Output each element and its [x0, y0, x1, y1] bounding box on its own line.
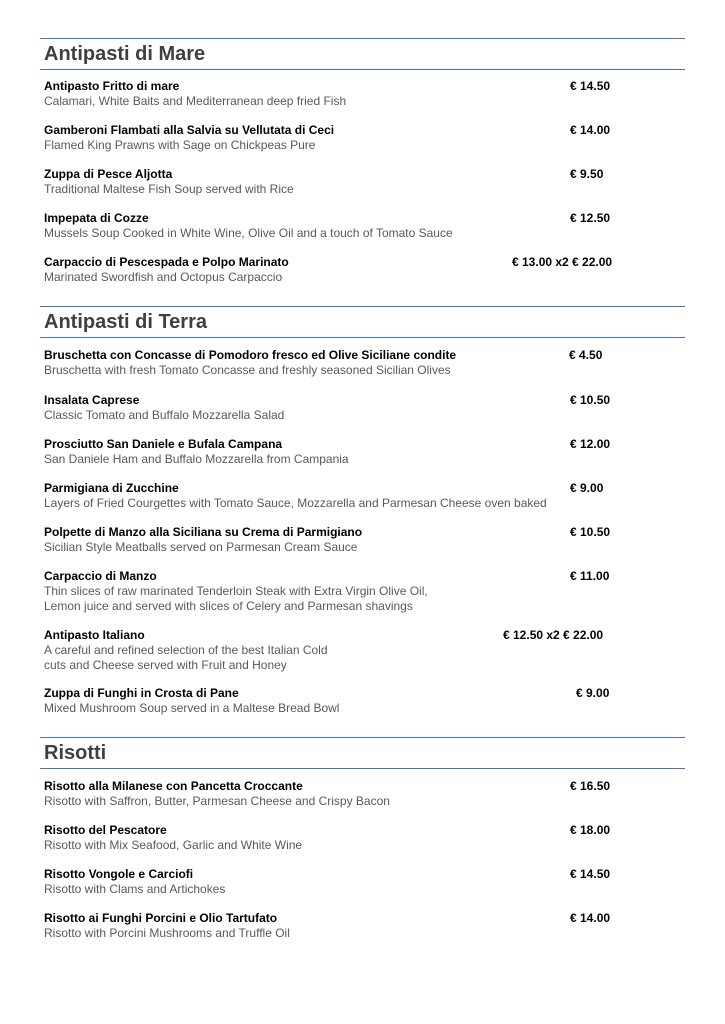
section-title: Antipasti di Terra [44, 311, 207, 333]
menu-item [44, 867, 644, 897]
item-price: € 12.50 [570, 211, 611, 225]
item-price: € 10.50 [570, 393, 611, 407]
item-name: Impepata di Cozze [44, 211, 149, 225]
item-description: Calamari, White Baits and Mediterranean deep fried Fish [44, 94, 347, 108]
item-price: € 14.50 [570, 867, 611, 881]
menu-item [44, 823, 644, 853]
item-name: Zuppa di Pesce Aljotta [44, 167, 173, 181]
item-description: Risotto with Mix Seafood, Garlic and White Wine [44, 838, 303, 852]
item-price: € 14.00 [570, 123, 611, 137]
menu-item [44, 911, 644, 941]
menu-item [44, 481, 644, 511]
menu-item [44, 628, 644, 673]
item-description: Mussels Soup Cooked in White Wine, Olive Oil and a touch of Tomato Sauce [44, 226, 453, 240]
item-name: Risotto ai Funghi Porcini e Olio Tartufato [44, 911, 278, 925]
menu-item [44, 255, 644, 285]
item-description: Thin slices of raw marinated Tenderloin Steak with Extra Virgin Olive Oil, Lemon juice and served with slices of Celery and Parmesan shavings [44, 584, 428, 613]
item-name: Prosciutto San Daniele e Bufala Campana [44, 437, 283, 451]
item-description: A careful and refined selection of the best Italian Cold cuts and Cheese served with Fruit and Honey [44, 643, 328, 672]
item-description: Bruschetta with fresh Tomato Concasse and freshly seasoned Sicilian Olives [44, 363, 451, 377]
item-price: € 13.00 x2 € 22.00 [512, 255, 613, 269]
item-name: Bruschetta con Concasse di Pomodoro fresco ed Olive Siciliane condite [44, 348, 457, 362]
item-price: € 9.50 [570, 167, 604, 181]
menu-item [44, 123, 644, 153]
item-name: Insalata Caprese [44, 393, 140, 407]
section-title: Risotti [44, 742, 107, 764]
item-price: € 12.00 [570, 437, 611, 451]
item-description: Risotto with Clams and Artichokes [44, 882, 226, 896]
item-price: € 10.50 [570, 525, 611, 539]
item-name: Risotto alla Milanese con Pancetta Croccante [44, 779, 303, 793]
section-title: Antipasti di Mare [44, 43, 206, 65]
item-description: Traditional Maltese Fish Soup served with Rice [44, 182, 294, 196]
menu-item [44, 79, 644, 109]
item-description: Classic Tomato and Buffalo Mozzarella Salad [44, 408, 285, 422]
section-header [40, 306, 685, 338]
item-price: € 16.50 [570, 779, 611, 793]
item-price: € 12.50 x2 € 22.00 [503, 628, 604, 642]
item-description: Marinated Swordfish and Octopus Carpaccio [44, 270, 283, 284]
menu-item [44, 167, 644, 197]
section-antipasti-di-mare [40, 38, 685, 70]
menu-item [44, 779, 644, 809]
item-description: Mixed Mushroom Soup served in a Maltese Bread Bowl [44, 701, 340, 715]
item-name: Parmigiana di Zucchine [44, 481, 179, 495]
item-price: € 14.00 [570, 911, 611, 925]
item-price: € 14.50 [570, 79, 611, 93]
menu-item [44, 211, 644, 241]
menu-item [44, 569, 644, 614]
item-name: Antipasto Fritto di mare [44, 79, 180, 93]
item-description: Sicilian Style Meatballs served on Parmesan Cream Sauce [44, 540, 358, 554]
item-description: Risotto with Porcini Mushrooms and Truffle Oil [44, 926, 290, 940]
item-description: Layers of Fried Courgettes with Tomato Sauce, Mozzarella and Parmesan Cheese oven baked [44, 496, 547, 510]
menu-item [44, 393, 644, 423]
menu-item [44, 525, 644, 555]
item-name: Zuppa di Funghi in Crosta di Pane [44, 686, 239, 700]
item-name: Polpette di Manzo alla Siciliana su Crema di Parmigiano [44, 525, 363, 539]
menu-item [44, 437, 644, 467]
section-risotti [40, 737, 685, 769]
item-price: € 11.00 [570, 569, 610, 583]
item-price: € 9.00 [570, 481, 604, 495]
item-name: Risotto Vongole e Carciofi [44, 867, 194, 881]
item-price: € 9.00 [576, 686, 610, 700]
menu-item [44, 686, 644, 716]
section-antipasti-di-terra [40, 306, 685, 338]
item-name: Gamberoni Flambati alla Salvia su Vellutata di Ceci [44, 123, 335, 137]
item-description: Risotto with Saffron, Butter, Parmesan Cheese and Crispy Bacon [44, 794, 390, 808]
item-name: Carpaccio di Pescespada e Polpo Marinato [44, 255, 289, 269]
item-name: Antipasto Italiano [44, 628, 145, 642]
item-description: Flamed King Prawns with Sage on Chickpeas Pure [44, 138, 316, 152]
section-header [40, 38, 685, 70]
item-price: € 18.00 [570, 823, 611, 837]
item-price: € 4.50 [569, 348, 603, 362]
item-name: Risotto del Pescatore [44, 823, 167, 837]
section-header [40, 737, 685, 769]
menu-item [44, 348, 644, 378]
item-name: Carpaccio di Manzo [44, 569, 157, 583]
item-description: San Daniele Ham and Buffalo Mozzarella from Campania [44, 452, 349, 466]
